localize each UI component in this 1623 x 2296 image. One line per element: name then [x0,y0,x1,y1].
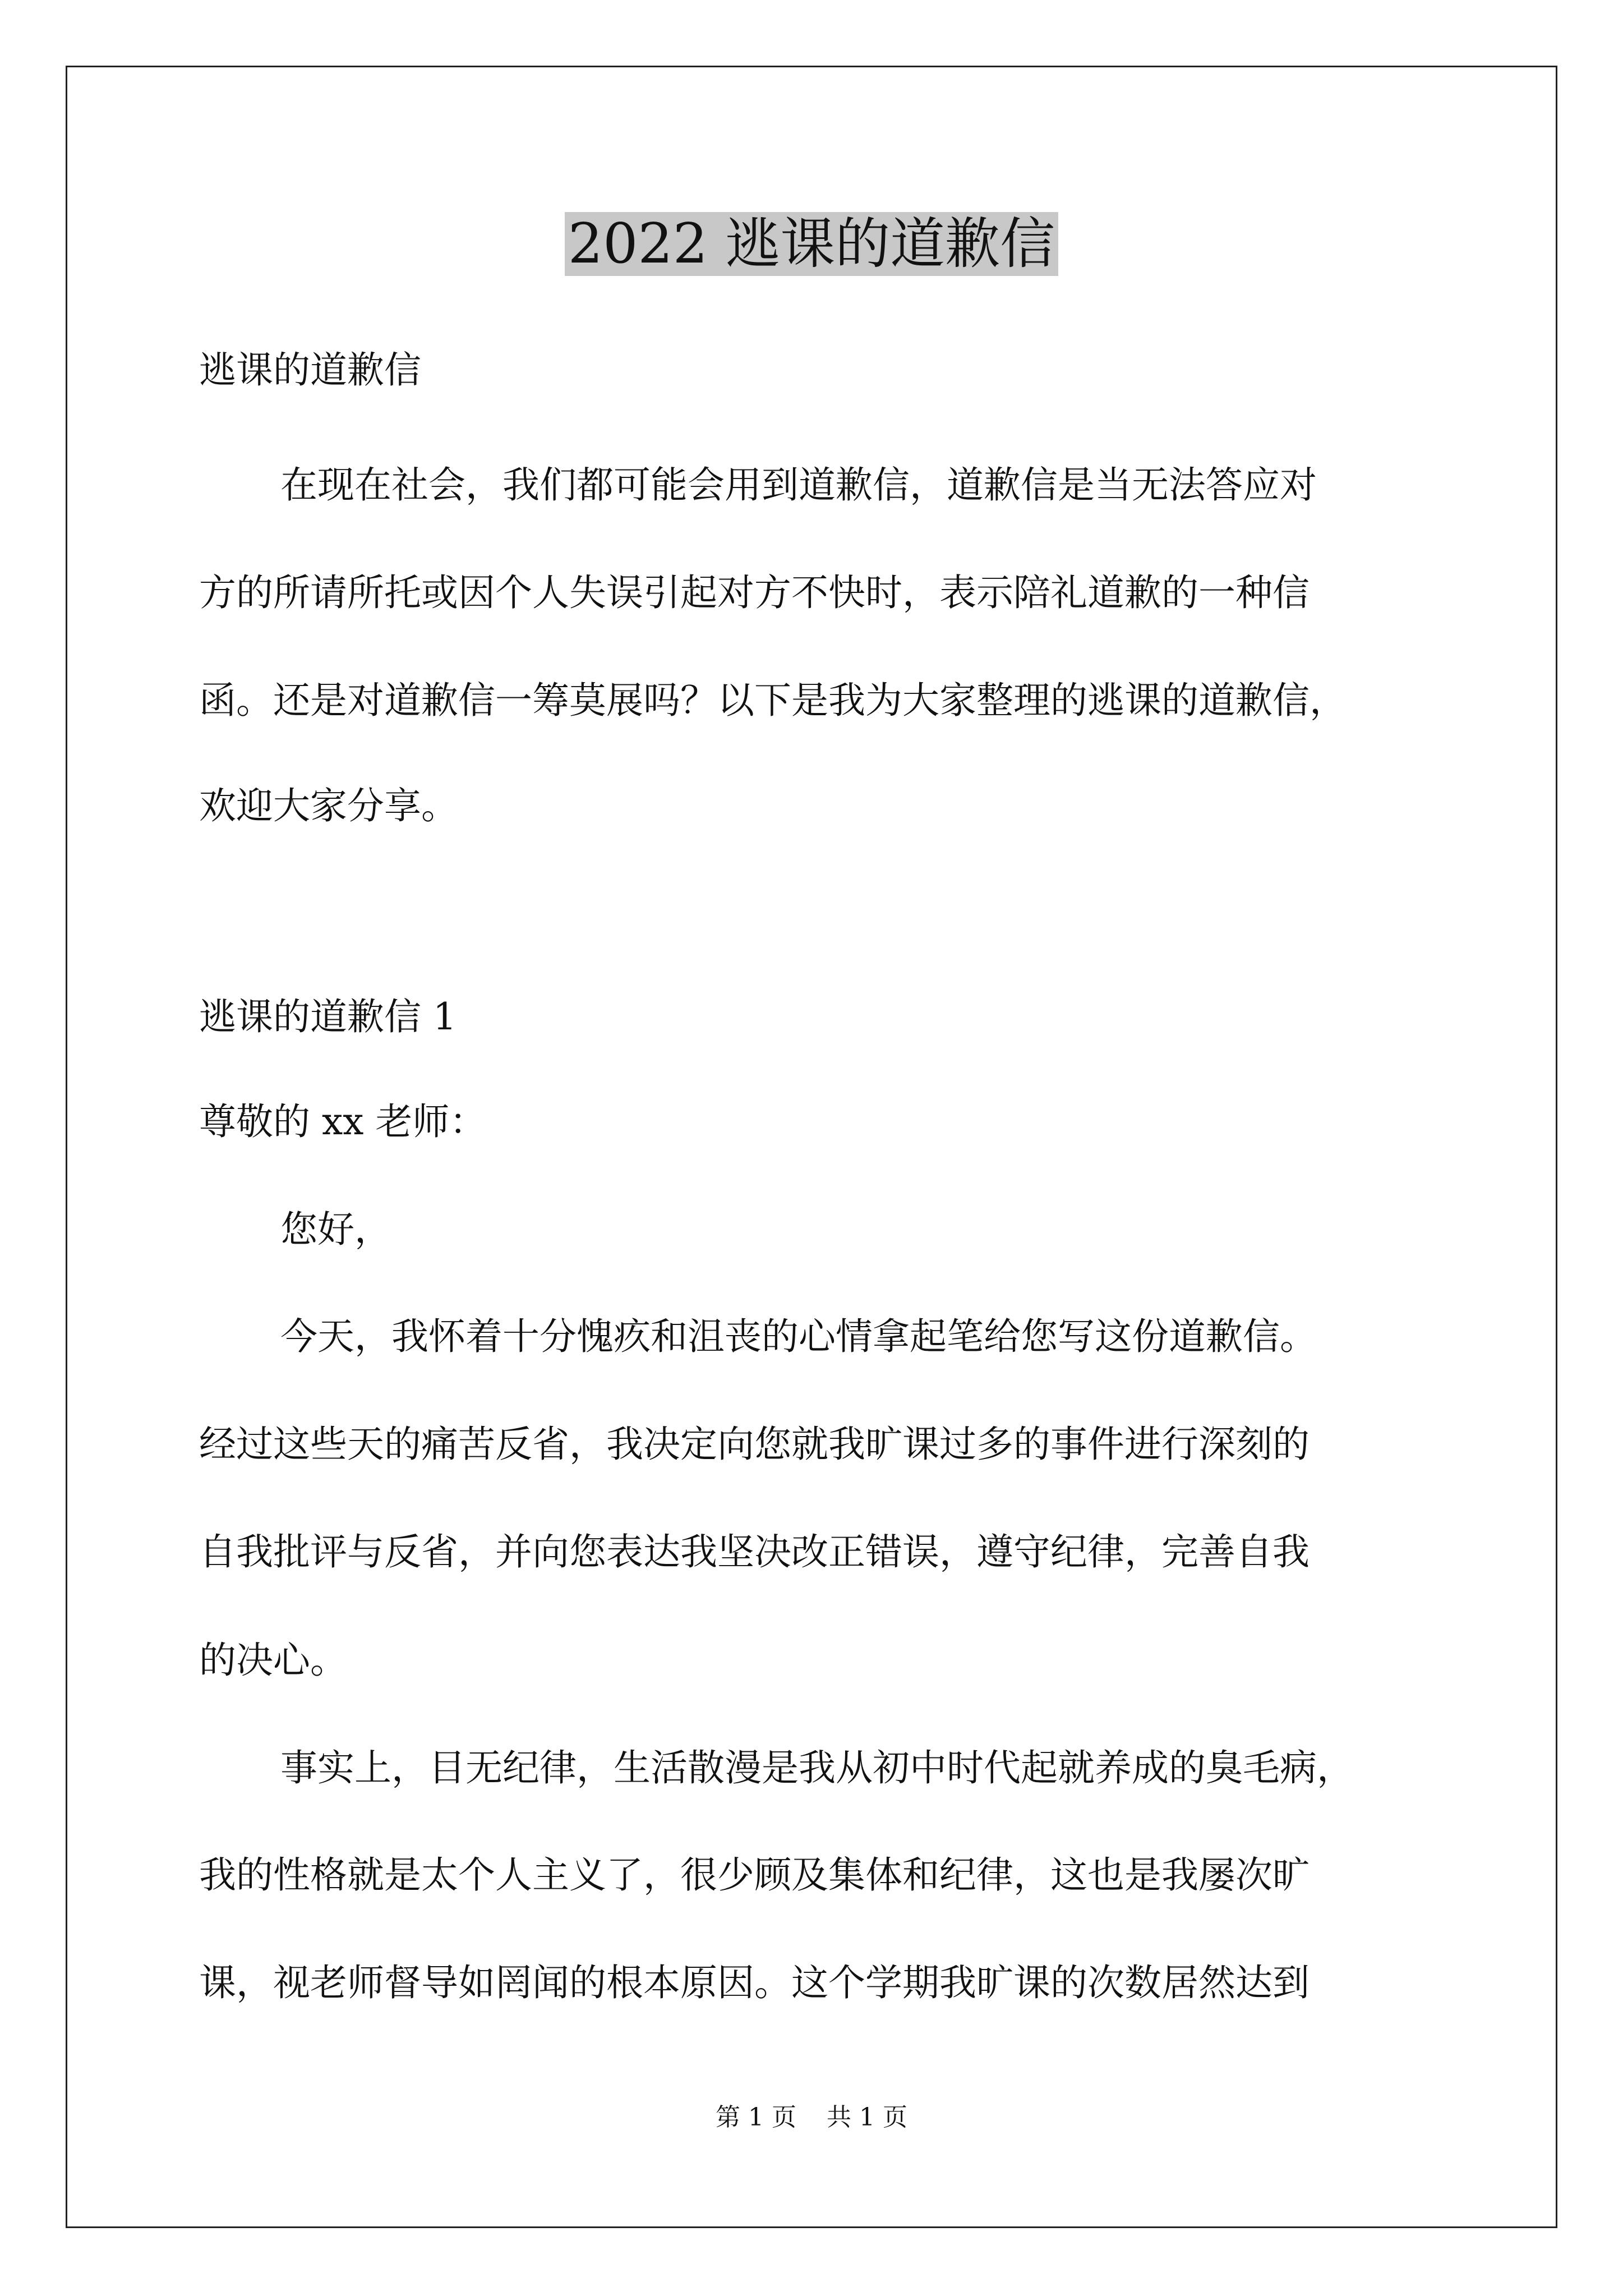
page-footer [0,2101,1623,2134]
salutation: 尊敬的 xx 老师： [199,1100,487,1143]
paragraph-line: 的决心。 [199,1639,347,1682]
document-title [0,208,1623,280]
letter-heading: 逃课的道歉信 1 [199,995,457,1038]
paragraph-line: 事实上，目无纪律，生活散漫是我从初中时代起就养成的臭毛病， [280,1746,1354,1789]
paragraph-line: 今天，我怀着十分愧疚和沮丧的心情拿起笔给您写这份道歉信。 [280,1315,1317,1358]
page-total: 共 1 页 [827,2103,907,2132]
section-heading: 逃课的道歉信 [199,348,421,392]
title-text: 2022 逃课的道歉信 [565,212,1059,276]
paragraph-line: 我的性格就是太个人主义了，很少顾及集体和纪律，这也是我屡次旷 [199,1853,1310,1897]
page-number: 第 1 页 [716,2103,796,2132]
paragraph-line: 方的所请所托或因个人失误引起对方不快时，表示陪礼道歉的一种信 [199,571,1310,614]
paragraph-line: 经过这些天的痛苦反省，我决定向您就我旷课过多的事件进行深刻的 [199,1423,1310,1466]
paragraph-line: 课，视老师督导如罔闻的根本原因。这个学期我旷课的次数居然达到 [199,1961,1310,2004]
paragraph-line: 在现在社会，我们都可能会用到道歉信，道歉信是当无法答应对 [280,463,1317,507]
paragraph-line: 函。还是对道歉信一筹莫展吗？以下是我为大家整理的逃课的道歉信， [199,679,1347,722]
greeting: 您好， [280,1208,391,1251]
paragraph-line: 欢迎大家分享。 [199,784,458,827]
paragraph-line: 自我批评与反省，并向您表达我坚决改正错误，遵守纪律，完善自我 [199,1530,1310,1573]
